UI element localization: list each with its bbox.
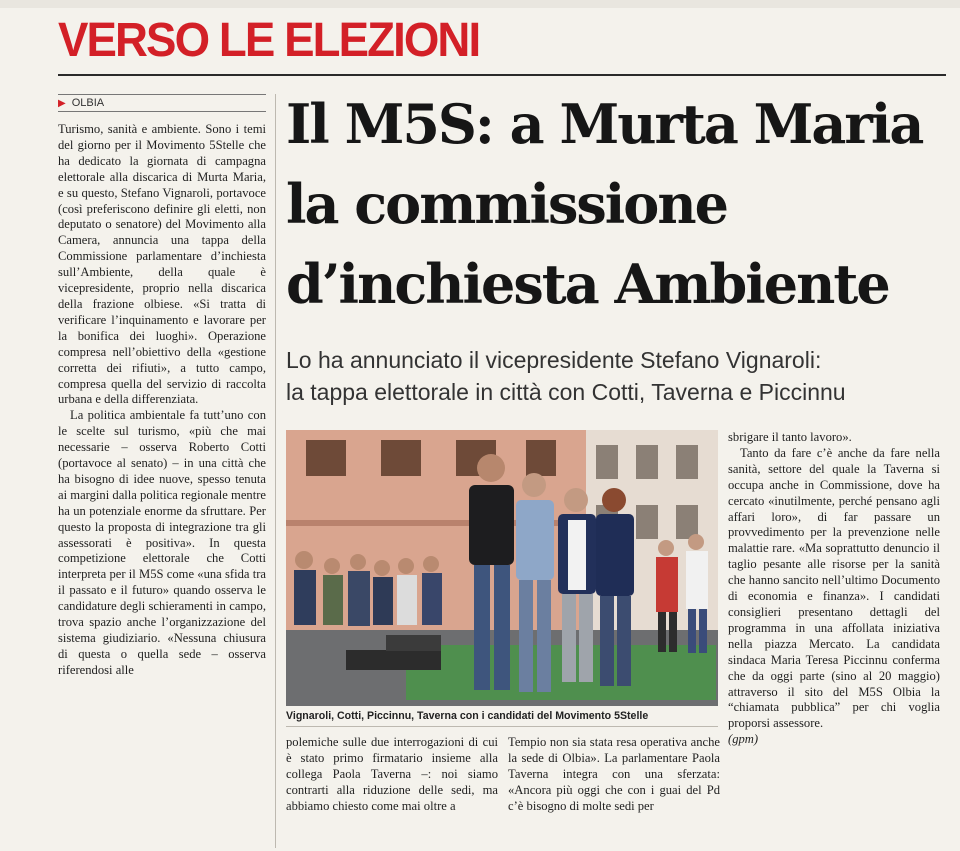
banner-rule (58, 74, 946, 76)
headline-line: Il M5S: a Murta Maria (286, 92, 923, 156)
banner-title: VERSO LE ELEZIONI (58, 13, 480, 67)
article-column-3 (508, 735, 720, 815)
paragraph: Tanto da fare c’è anche da fare nella sanità, settore del quale la Taverna si occupa anche in Commissione, dove ha cercato «inutilmente, perché pensano agli affari loro», di far passare un provvedimento per la prevenzione nelle malattie rare. «Ma soprattutto denuncio il taglio pesante alle risorse per la sanità che hanno sancito nell’ultimo Documento di economia e finanza». I candidati consiglieri presentano dettagli del programma in una affollata iniziativa nella piazza Mercato. La candidata sindaca Maria Teresa Piccinnu conferma che da oggi parte (sino al 20 maggio) attraverso il sito del M5S Olbia la “chiamata pubblica” per chi voglia proporsi assessore. (728, 445, 940, 731)
article-column-4 (728, 430, 940, 748)
subheadline (286, 344, 946, 408)
section-banner (58, 10, 501, 70)
subhead-line: Lo ha annunciato il vicepresidente Stefano Vignaroli: (286, 347, 822, 373)
article-column-1 (58, 122, 266, 679)
article-column-2 (286, 735, 498, 815)
section-label (58, 94, 266, 112)
section-label-text: OLBIA (71, 97, 105, 109)
paragraph: sbrigare il tanto lavoro». (728, 430, 852, 444)
top-strip (0, 0, 960, 8)
author-signature: (gpm) (728, 732, 759, 747)
caption-rule (286, 726, 718, 727)
article-photo (286, 430, 718, 706)
headline-line: la commissione (286, 172, 727, 236)
paragraph: Tempio non sia stata resa operativa anche la sede di Olbia». La parlamentare Paola Taverna integra con una sferzata: «Ancora più oggi che con i guai del Pd c’è bisogno di molte sedi per (508, 735, 720, 813)
photo-caption: Vignaroli, Cotti, Piccinnu, Taverna con i candidati del Movimento 5Stelle (286, 710, 649, 722)
headline-line: d’inchiesta Ambiente (286, 252, 889, 316)
paragraph: Turismo, sanità e ambiente. Sono i temi del giorno per il Movimento 5Stelle che ha dedicato la giornata di campagna elettorale alla discarica di Murta Maria, e su questo, Stefano Vignaroli, portavoce (così preferiscono definire gli eletti, non deputato o senatore) del Movimento alla Camera, annuncia una tappa della Commissione parlamentare d’inchiesta sull’Ambiente, della quale è vicepresidente, proprio nella discarica della frazione olbiese. «Si tratta di verificare l’inquinamento e lavorare per la bonifica dei luoghi». Operazione compresa nell’obiettivo della «gestione corretta dei rifiuti», a tutto campo, compresa quella del servizio di raccolta urbana e della differenziata. (58, 122, 266, 407)
paragraph: polemiche sulle due interrogazioni di cui è stato primo firmatario insieme alla collega Paola Taverna –: noi siamo contrarti alla riduzione delle sedi, ma abbiamo chiesto come mai oltre a (286, 735, 498, 813)
subhead-line: la tappa elettorale in città con Cotti, Taverna e Piccinnu (286, 379, 846, 405)
headline (286, 84, 946, 324)
column-divider (275, 94, 276, 848)
photo-illustration (286, 430, 718, 706)
paragraph: La politica ambientale fa tutt’uno con le scelte sul turismo, «più che mai necessarie – osserva Roberto Cotti (portavoce al senato) – in una città che ha bisogno di idee nuove, spesso tenuta ai margini dalla politica regionale mentre ha un potenziale enorme da sfruttare. Per questo la proposta di integrazione tra gli assessorati è positiva». In questa competizione elettorale che Cotti interpreta per il M5S come «una sfida tra il passato e il futuro» quando osserva le candidature degli schieramenti in campo, trova spazio anche l’organizzazione del sistema giudiziario. «Nessuna chiusura di questa o quella sede – osserva riferendosi alle (58, 408, 266, 677)
triangle-icon: ▶ (58, 97, 66, 109)
